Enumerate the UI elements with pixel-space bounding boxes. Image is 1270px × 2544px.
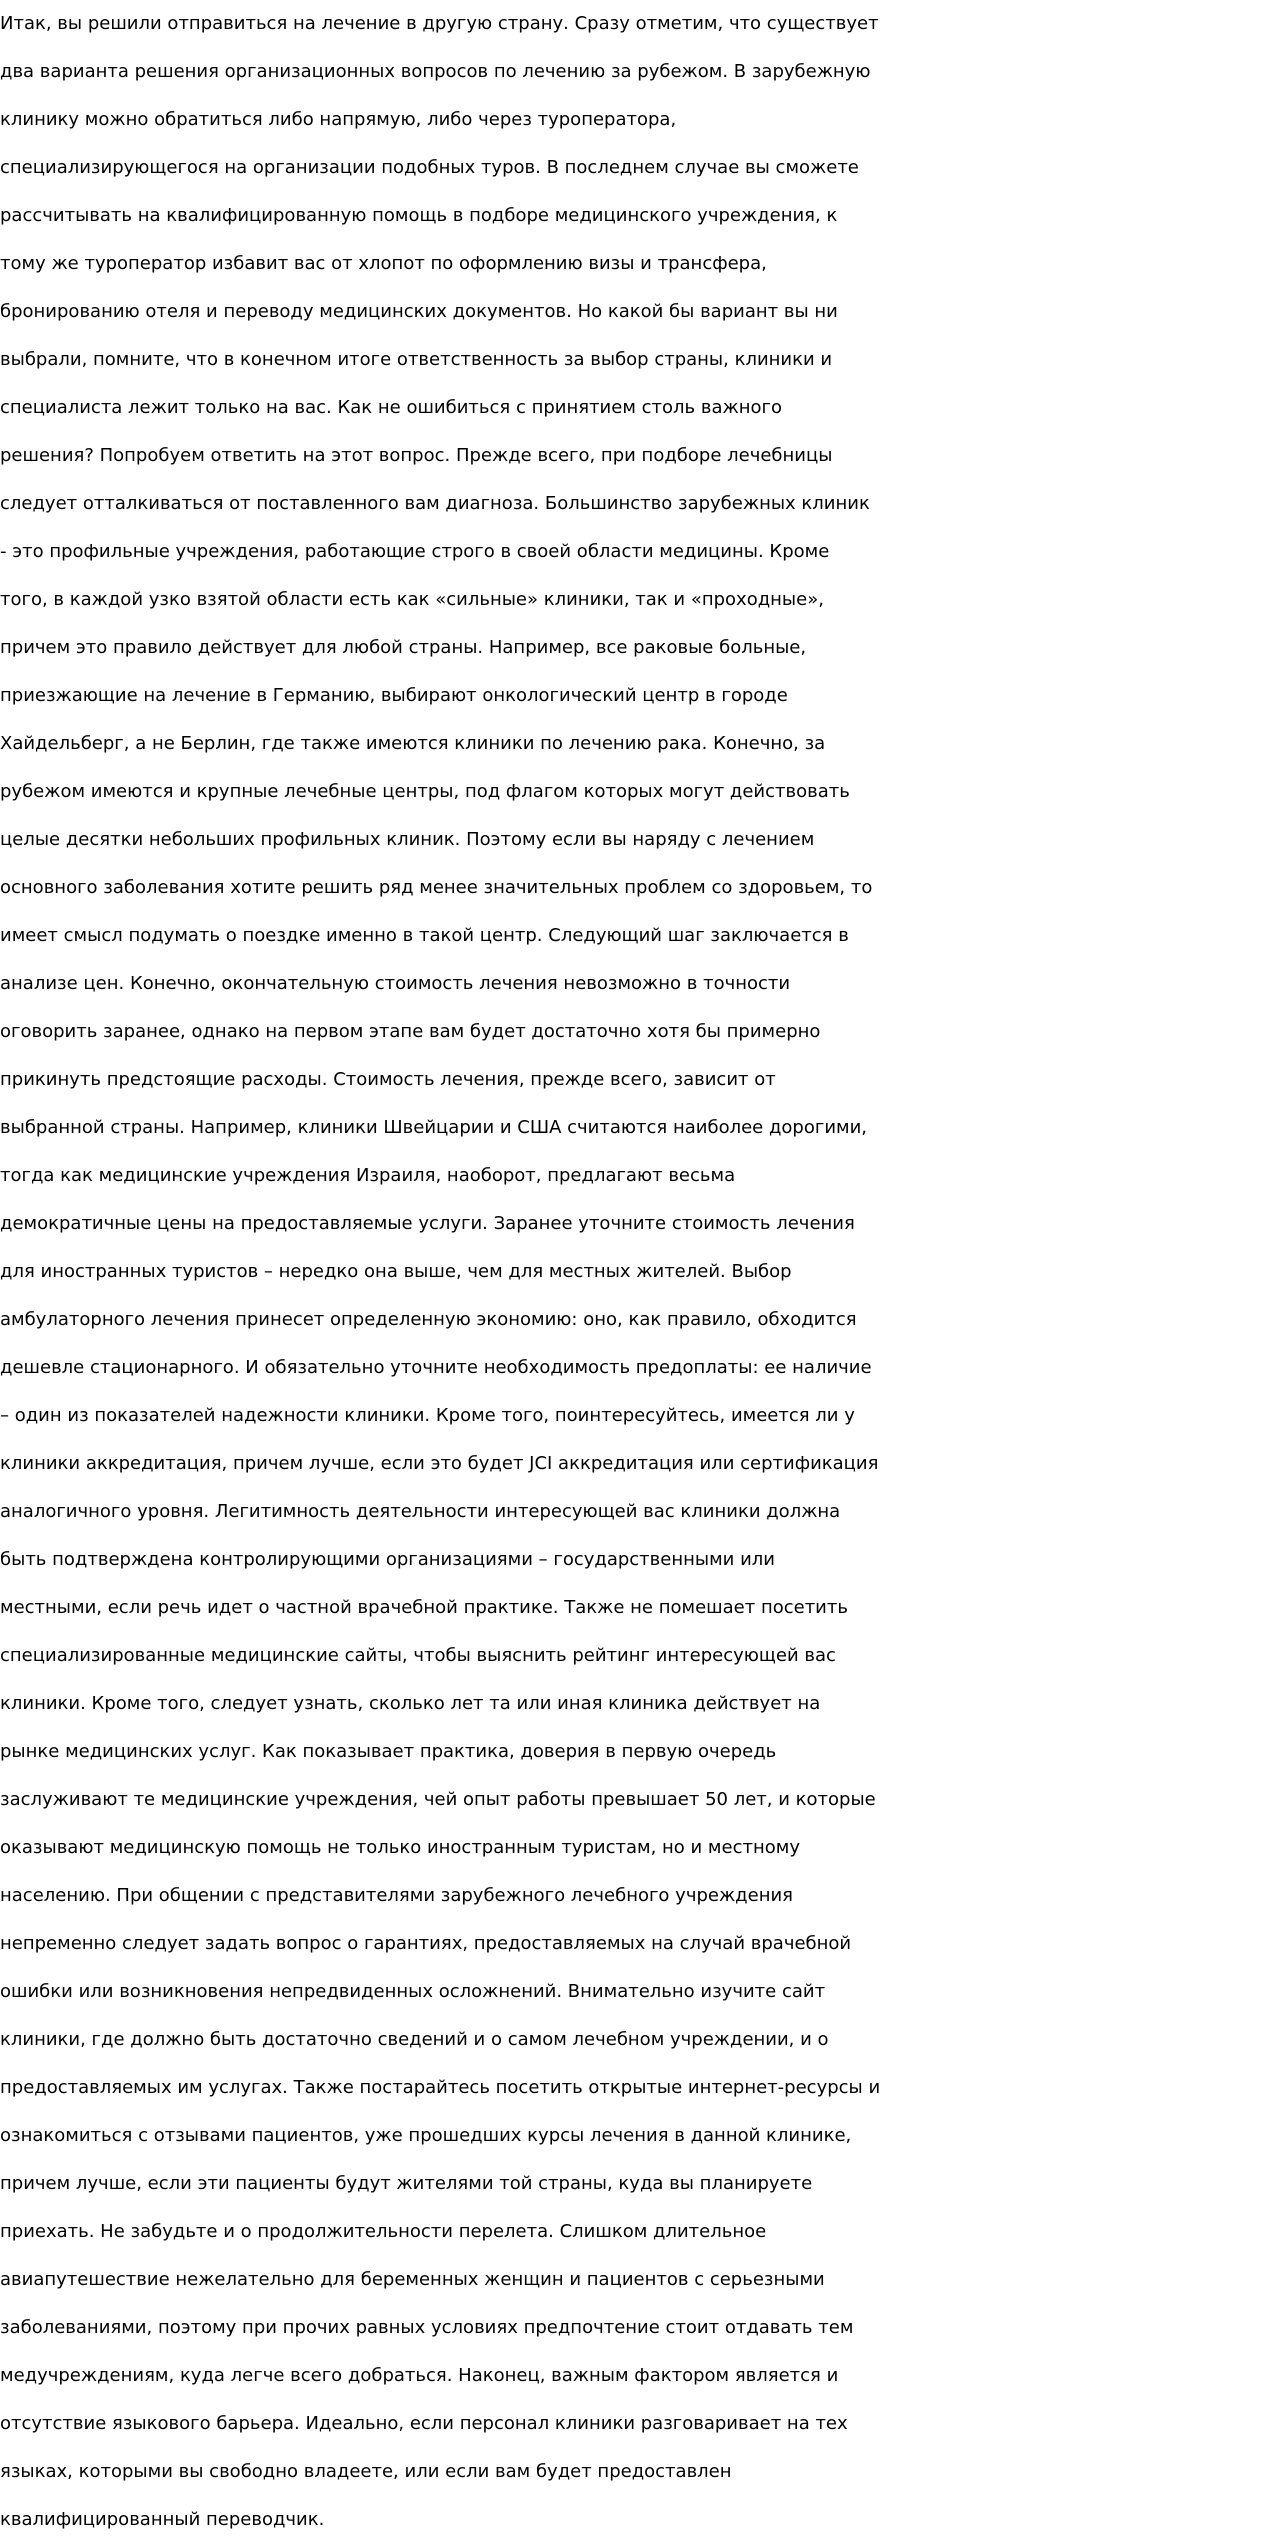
text-line: Итак, вы решили отправиться на лечение в другую страну. Сразу отметим, что существует xyxy=(0,13,879,34)
text-line: - это профильные учреждения, работающие строго в своей области медицины. Кроме xyxy=(0,541,830,562)
text-line: Хайдельберг, а не Берлин, где также имеются клиники по лечению рака. Конечно, за xyxy=(0,733,826,754)
text-line: имеет смысл подумать о поездке именно в такой центр. Следующий шаг заключается в xyxy=(0,925,849,946)
text-line: тому же туроператор избавит вас от хлопот по оформлению визы и трансфера, xyxy=(0,253,767,274)
text-line: ошибки или возникновения непредвиденных осложнений. Внимательно изучите сайт xyxy=(0,1981,826,2002)
text-line: прикинуть предстоящие расходы. Стоимость лечения, прежде всего, зависит от xyxy=(0,1069,776,1090)
text-line: клиники. Кроме того, следует узнать, сколько лет та или иная клиника действует на xyxy=(0,1693,821,1714)
text-line: медучреждениям, куда легче всего добраться. Наконец, важным фактором является и xyxy=(0,2365,839,2386)
text-line: оказывают медицинскую помощь не только иностранным туристам, но и местному xyxy=(0,1837,800,1858)
text-line: приезжающие на лечение в Германию, выбирают онкологический центр в городе xyxy=(0,685,788,706)
text-line: рынке медицинских услуг. Как показывает практика, доверия в первую очередь xyxy=(0,1741,777,1762)
text-line: специализированные медицинские сайты, чтобы выяснить рейтинг интересующей вас xyxy=(0,1645,836,1666)
text-line: клиники аккредитация, причем лучше, если это будет JCI аккредитация или сертификация xyxy=(0,1453,879,1474)
text-line: непременно следует задать вопрос о гарантиях, предоставляемых на случай врачебной xyxy=(0,1933,852,1954)
text-line: оговорить заранее, однако на первом этапе вам будет достаточно хотя бы примерно xyxy=(0,1021,821,1042)
text-line: два варианта решения организационных вопросов по лечению за рубежом. В зарубежную xyxy=(0,61,871,82)
text-line: тогда как медицинские учреждения Израиля, наоборот, предлагают весьма xyxy=(0,1165,736,1186)
text-line: следует отталкиваться от поставленного вам диагноза. Большинство зарубежных клиник xyxy=(0,493,870,514)
text-line: быть подтверждена контролирующими организациями – государственными или xyxy=(0,1549,775,1570)
text-line: решения? Попробуем ответить на этот вопрос. Прежде всего, при подборе лечебницы xyxy=(0,445,833,466)
text-line: рассчитывать на квалифицированную помощь в подборе медицинского учреждения, к xyxy=(0,205,838,226)
text-line: основного заболевания хотите решить ряд менее значительных проблем со здоровьем, то xyxy=(0,877,873,898)
text-line: ознакомиться с отзывами пациентов, уже прошедших курсы лечения в данной клинике, xyxy=(0,2125,852,2146)
text-line: местными, если речь идет о частной врачебной практике. Также не помешает посетить xyxy=(0,1597,848,1618)
text-line: дешевле стационарного. И обязательно уточните необходимость предоплаты: ее наличие xyxy=(0,1357,872,1378)
text-line: клинику можно обратиться либо напрямую, либо через туроператора, xyxy=(0,109,677,130)
text-line: бронированию отеля и переводу медицинских документов. Но какой бы вариант вы ни xyxy=(0,301,838,322)
text-line: предоставляемых им услугах. Также постарайтесь посетить открытые интернет-ресурсы и xyxy=(0,2077,881,2098)
text-line: приехать. Не забудьте и о продолжительности перелета. Слишком длительное xyxy=(0,2221,767,2242)
text-line: рубежом имеются и крупные лечебные центры, под флагом которых могут действовать xyxy=(0,781,850,802)
text-line: – один из показателей надежности клиники. Кроме того, поинтересуйтесь, имеется ли у xyxy=(0,1405,855,1426)
text-line: авиапутешествие нежелательно для беременных женщин и пациентов с серьезными xyxy=(0,2269,825,2290)
text-line: отсутствие языкового барьера. Идеально, если персонал клиники разговаривает на тех xyxy=(0,2413,848,2434)
text-line: причем лучше, если эти пациенты будут жителями той страны, куда вы планируете xyxy=(0,2173,813,2194)
text-line: заслуживают те медицинские учреждения, чей опыт работы превышает 50 лет, и которые xyxy=(0,1789,876,1810)
text-line: клиники, где должно быть достаточно сведений и о самом лечебном учреждении, и о xyxy=(0,2029,829,2050)
text-line: специалиста лежит только на вас. Как не ошибиться с принятием столь важного xyxy=(0,397,782,418)
text-line: населению. При общении с представителями зарубежного лечебного учреждения xyxy=(0,1885,793,1906)
text-line: демократичные цены на предоставляемые услуги. Заранее уточните стоимость лечения xyxy=(0,1213,855,1234)
text-line: того, в каждой узко взятой области есть как «сильные» клиники, так и «проходные», xyxy=(0,589,824,610)
text-line: специализирующегося на организации подобных туров. В последнем случае вы сможете xyxy=(0,157,859,178)
text-line: амбулаторного лечения принесет определенную экономию: оно, как правило, обходится xyxy=(0,1309,857,1330)
text-line: целые десятки небольших профильных клиник. Поэтому если вы наряду с лечением xyxy=(0,829,815,850)
text-line: для иностранных туристов – нередко она выше, чем для местных жителей. Выбор xyxy=(0,1261,792,1282)
text-line: аналогичного уровня. Легитимность деятельности интересующей вас клиники должна xyxy=(0,1501,841,1522)
text-line: выбранной страны. Например, клиники Швейцарии и США считаются наиболее дорогими, xyxy=(0,1117,868,1138)
text-line: выбрали, помните, что в конечном итоге ответственность за выбор страны, клиники и xyxy=(0,349,833,370)
text-line: языках, которыми вы свободно владеете, или если вам будет предоставлен xyxy=(0,2461,732,2482)
text-line: квалифицированный переводчик. xyxy=(0,2509,325,2530)
text-line: заболеваниями, поэтому при прочих равных условиях предпочтение стоит отдавать тем xyxy=(0,2317,854,2338)
text-line: анализе цен. Конечно, окончательную стоимость лечения невозможно в точности xyxy=(0,973,791,994)
text-line: причем это правило действует для любой страны. Например, все раковые больные, xyxy=(0,637,807,658)
